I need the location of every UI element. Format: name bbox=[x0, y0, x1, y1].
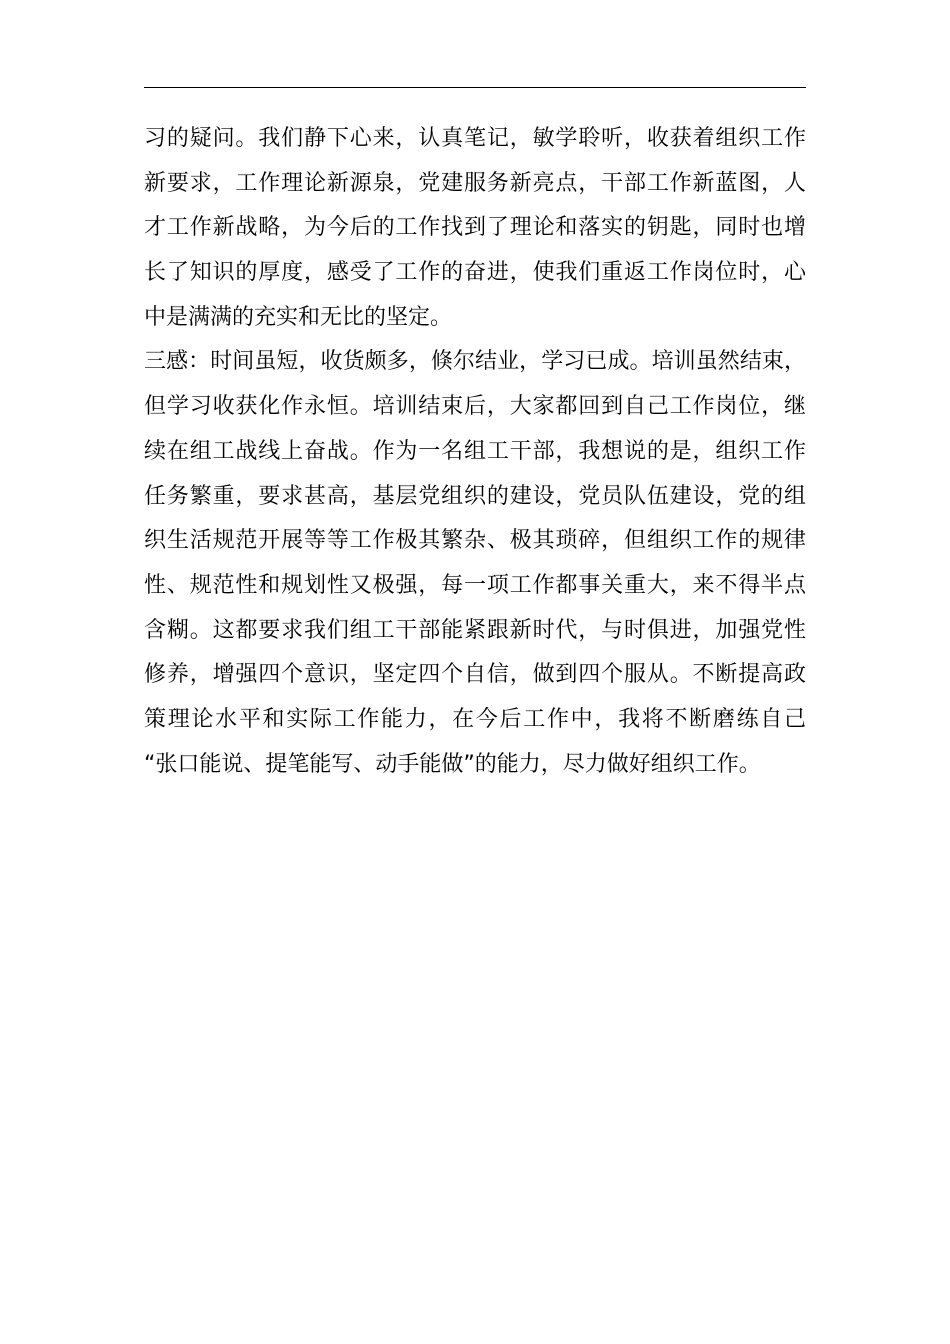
text-line-4: 长了知识的厚度，感受了工作的奋进，使我们重返工作岗位时，心 bbox=[144, 260, 806, 286]
text-line-13: 修养，增强四个意识，坚定四个自信，做到四个服从。不断提高政 bbox=[144, 662, 806, 688]
text-line-12: 含糊。这都要求我们组工干部能紧跟新时代，与时俱进，加强党性 bbox=[144, 617, 806, 643]
text-line-15: “张口能说、提笔能写、动手能做”的能力，尽力做好组织工作。 bbox=[144, 751, 761, 777]
text-line-14: 策理论水平和实际工作能力，在今后工作中，我将不断磨练自己 bbox=[144, 706, 806, 732]
text-line-5: 中是满满的充实和无比的坚定。 bbox=[144, 304, 453, 330]
text-line-6: 三感：时间虽短，收货颇多，倏尔结业，学习已成。培训虽然结束， bbox=[144, 349, 806, 375]
text-line-11: 性、规范性和规划性又极强，每一项工作都事关重大，来不得半点 bbox=[144, 572, 806, 598]
text-line-2: 新要求，工作理论新源泉，党建服务新亮点，干部工作新蓝图，人 bbox=[144, 170, 806, 196]
header-rule bbox=[144, 87, 806, 88]
text-line-9: 任务繁重，要求甚高，基层党组织的建设，党员队伍建设，党的组 bbox=[144, 483, 806, 509]
text-line-10: 织生活规范开展等等工作极其繁杂、极其琐碎，但组织工作的规律 bbox=[144, 528, 806, 554]
text-line-7: 但学习收获化作永恒。培训结束后，大家都回到自己工作岗位，继 bbox=[144, 394, 806, 420]
body-text bbox=[144, 117, 806, 787]
text-line-3: 才工作新战略，为今后的工作找到了理论和落实的钥匙，同时也增 bbox=[144, 215, 806, 241]
text-line-1: 习的疑问。我们静下心来，认真笔记，敏学聆听，收获着组织工作 bbox=[144, 126, 806, 151]
text-line-8: 续在组工战线上奋战。作为一名组工干部，我想说的是，组织工作 bbox=[144, 438, 806, 464]
